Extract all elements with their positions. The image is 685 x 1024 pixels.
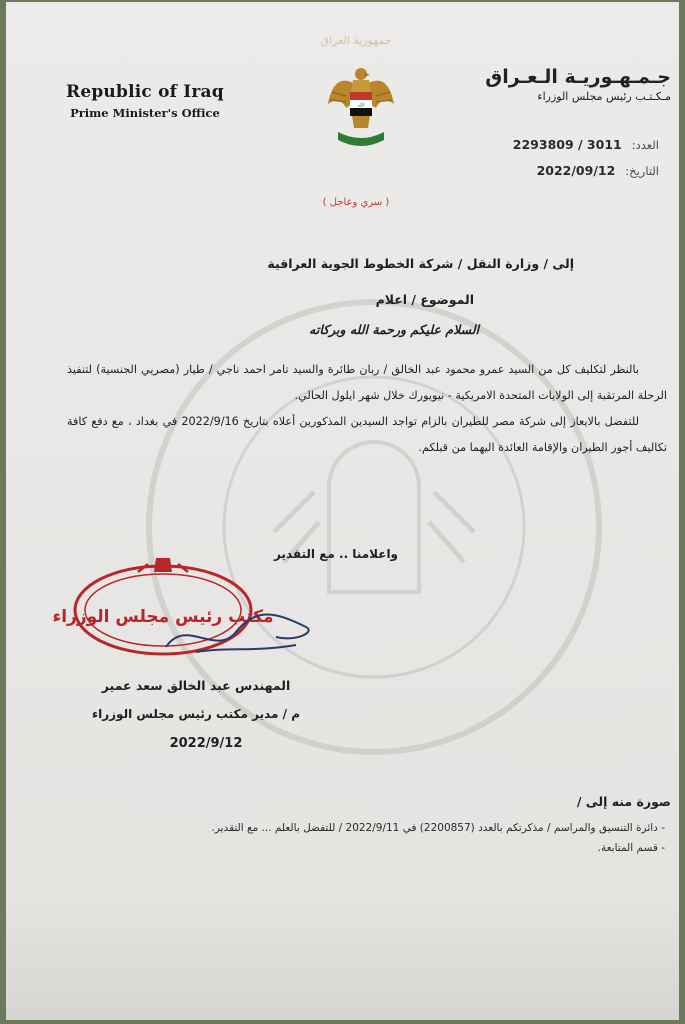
reference-date-label: التاريخ:: [625, 164, 659, 178]
reference-date-value: 2022/09/12: [536, 163, 616, 178]
header-ghost-text: جمهورية العراق: [320, 34, 392, 47]
reference-number-value: 2293809 / 3011: [512, 137, 622, 152]
arabic-title: جـمـهـوريـة الـعـراق: [485, 66, 671, 88]
arabic-subtitle: مـكـتـب رئيس مجلس الوزراء: [537, 90, 671, 103]
cc-title: صورة منه إلى /: [576, 794, 671, 809]
signatory-name: المهندس عبد الخالق سعد عمير: [101, 678, 291, 693]
reference-block: [513, 132, 659, 184]
classification-label: ( سري وعاجل ): [322, 197, 390, 208]
letter-body: [67, 357, 667, 461]
cc-item-1: - دائرة التنسيق والمراسم / مذكرتكم بالعدد (2200857) في 2022/9/11 / للتفضل بالعلم ... مع التقدير.: [65, 818, 665, 838]
cc-item-2: - قسم المتابعة.: [65, 838, 665, 858]
red-stamp-text: مكتب رئيس مجلس الوزراء: [52, 607, 274, 627]
body-paragraph-2: للتفضل بالايعاز إلى شركة مصر للطيران بالزام تواجد السيدين المذكورين أعلاه بتاريخ 2022/9/16 في بغداد ، مع دفع كافة تكاليف أجور الطيران والإقامة العائدة اليهما من قبلكم.: [67, 415, 667, 454]
subject-line: الموضوع / اعلام: [375, 292, 474, 307]
greeting-line: السلام عليكم ورحمة الله وبركاته: [309, 322, 479, 337]
signature-date: 2022/9/12: [169, 736, 243, 751]
closing-line: واعلامنا .. مع التقدير: [273, 547, 399, 561]
reference-number-row: [513, 132, 659, 158]
body-paragraph-1: بالنظر لتكليف كل من السيد عمرو محمود عبد الخالق / ربان طائرة والسيد تامر احمد ناجي / طيار (مصريي الجنسية) لتنفيذ الرحلة المرتقبة إلى الولايات المتحدة الامريكية - نيويورك خلال شهر ايلول الحالي.: [67, 363, 667, 402]
english-subtitle: Prime Minister's Office: [70, 106, 220, 120]
reference-date-row: [513, 158, 659, 184]
paper-shadow: [6, 900, 679, 1020]
handwritten-signature-icon: [156, 607, 326, 667]
document-page: [6, 2, 679, 1020]
addressee-line: إلى / وزارة النقل / شركة الخطوط الجوية العراقية: [267, 256, 574, 271]
english-title: Republic of Iraq: [66, 82, 224, 102]
arabic-header: [485, 66, 671, 103]
cc-list: [65, 818, 665, 858]
svg-text:الله: الله: [357, 102, 365, 109]
iraq-eagle-emblem-icon: [324, 62, 398, 154]
english-header: [66, 82, 224, 120]
signatory-title: م / مدير مكتب رئيس مجلس الوزراء: [91, 707, 300, 721]
reference-number-label: العدد:: [631, 138, 659, 152]
